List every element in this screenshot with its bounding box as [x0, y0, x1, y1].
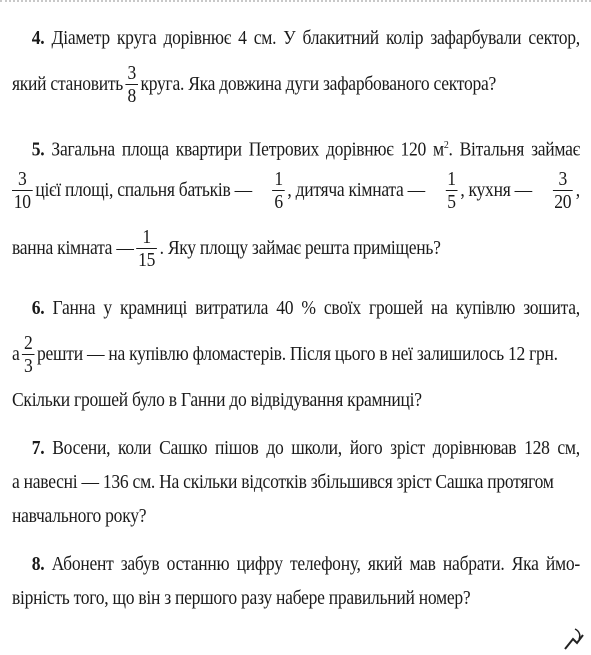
task-text: навчального року?: [12, 506, 147, 527]
top-dotted-border: [0, 0, 591, 4]
task-7-line-1: [12, 432, 580, 466]
numerator: 1: [142, 227, 151, 248]
task-7-line-3: [12, 500, 580, 534]
task-number: 6.: [31, 298, 45, 319]
task-text: вірність того, що він з першого разу набере правильний номер?: [12, 588, 471, 609]
denominator: 10: [13, 191, 31, 213]
task-5-line-1: [12, 128, 580, 162]
task-text: ,: [575, 180, 580, 201]
superscript: 2: [443, 139, 449, 151]
task-8-line-1: [12, 548, 580, 582]
task-text: цієї площі, спальня батьків —: [35, 180, 252, 201]
textbook-page: [12, 22, 580, 630]
task-7: [12, 432, 580, 534]
task-text: . Яку площу займає решта приміщень?: [159, 238, 441, 259]
fraction: [552, 170, 573, 212]
task-text: а навесні — 136 см. На скільки відсотків збільшився зріст Сашка протягом: [12, 472, 554, 493]
fraction: [136, 228, 157, 270]
fraction: [273, 170, 285, 212]
numerator: 1: [274, 169, 283, 190]
task-text: . Вітальня займає: [448, 139, 580, 161]
segment-kids: [443, 170, 532, 212]
task-text: Абонент забув останню цифру телефону, який мав набрати. Яка ймо-: [51, 554, 580, 575]
task-number: 5.: [31, 139, 45, 161]
task-5-line-3: [12, 220, 580, 278]
task-8-line-2: [12, 582, 580, 616]
task-text: Скільки грошей було в Ганни до відвідування крамниці?: [12, 390, 422, 411]
task-5: [12, 128, 580, 278]
page-corner-mark-icon: [563, 625, 585, 651]
task-number: 8.: [31, 554, 45, 575]
denominator: 3: [24, 355, 33, 377]
task-4-line-1: [12, 22, 580, 56]
task-4: [12, 22, 580, 114]
task-8: [12, 548, 580, 616]
task-text: круга. Яка довжина дуги зафарбованого сектора?: [140, 74, 497, 95]
task-text: , дитяча кімната —: [287, 180, 425, 201]
segment-living: [12, 170, 252, 212]
denominator: 15: [138, 249, 156, 271]
task-6-line-3: [12, 384, 580, 418]
task-text: Ганна у крамниці витратила 40 % своїх грошей на купівлю зошита,: [52, 298, 580, 319]
denominator: 6: [274, 191, 283, 213]
task-text: Діаметр круга дорівнює 4 см. У блакитний колір зафарбували сектор,: [51, 28, 580, 49]
denominator: 8: [127, 85, 136, 107]
fraction: [126, 64, 138, 106]
task-text: решти — на купівлю фломастерів. Після цього в неї залишилось 12 грн.: [37, 344, 558, 365]
denominator: 5: [447, 191, 456, 213]
task-number: 4.: [31, 28, 45, 49]
task-6-line-2: [12, 326, 580, 384]
task-7-line-2: [12, 466, 580, 500]
fraction: [12, 170, 33, 212]
numerator: 3: [127, 63, 136, 84]
fraction: [446, 170, 458, 212]
numerator: 1: [447, 169, 456, 190]
task-text: ванна кімната —: [12, 238, 134, 259]
task-4-line-2: [12, 56, 580, 114]
task-6: [12, 292, 580, 418]
task-5-line-2: [12, 162, 580, 220]
numerator: 3: [558, 169, 568, 190]
denominator: 20: [554, 191, 572, 213]
fraction: [22, 334, 34, 376]
task-number: 7.: [31, 438, 45, 459]
task-text: а: [12, 344, 20, 365]
segment-bedroom: [270, 170, 425, 212]
numerator: 3: [18, 169, 27, 190]
numerator: 2: [24, 333, 33, 354]
task-text: який становить: [12, 74, 123, 95]
task-text: Восени, коли Сашко пішов до школи, його зріст дорівнював 128 см,: [52, 438, 580, 459]
task-text: Загальна площа квартири Петрових дорівнює 120 м: [51, 139, 444, 161]
task-6-line-1: [12, 292, 580, 326]
task-text: , кухня —: [460, 180, 532, 201]
segment-kitchen: [550, 170, 580, 212]
